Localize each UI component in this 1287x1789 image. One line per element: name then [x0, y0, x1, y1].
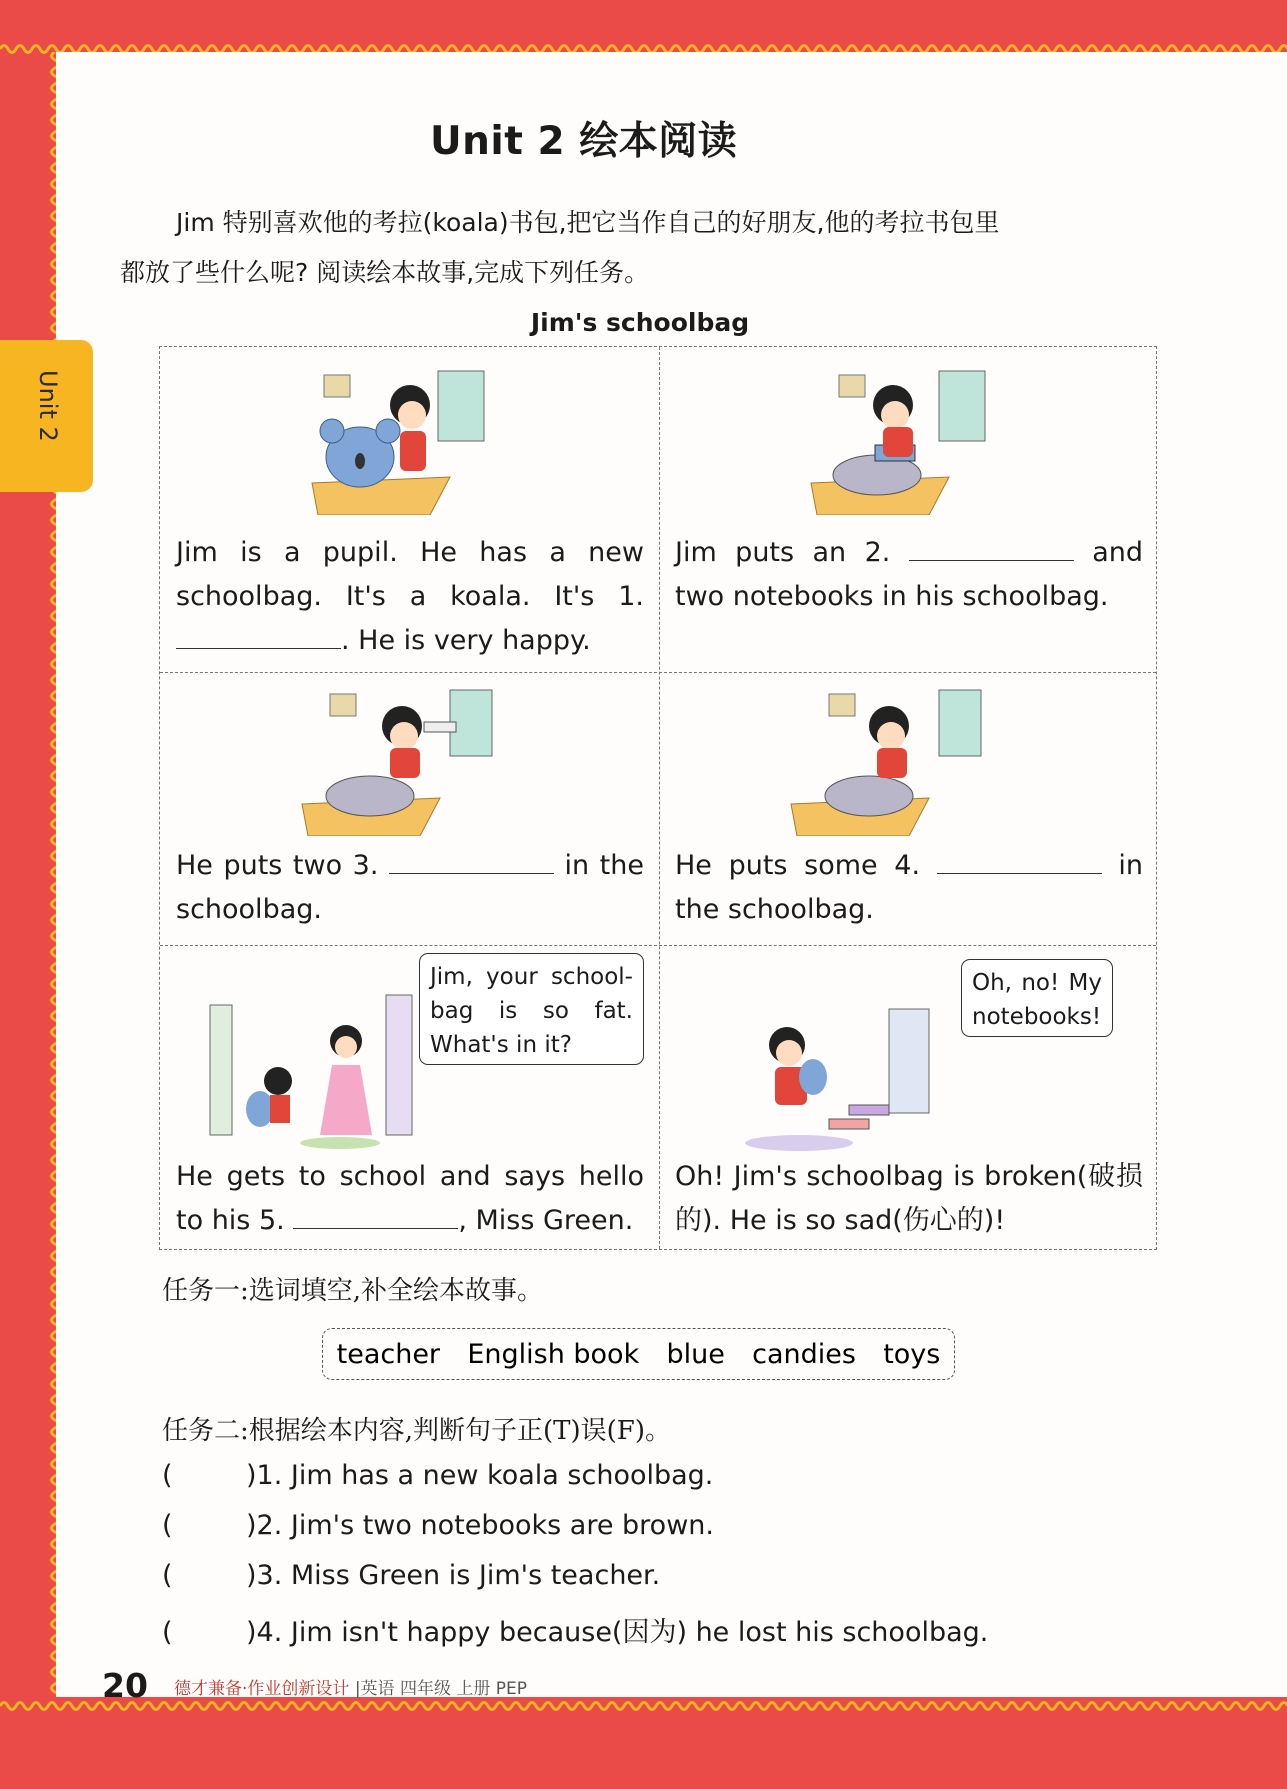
- judgment-item-4: ( )4. Jim isn't happy because(因为) he lost his schoolbag.: [162, 1617, 989, 1648]
- word-option[interactable]: English book: [467, 1338, 640, 1370]
- page-number: 20: [102, 1666, 148, 1705]
- panel-4-caption: He puts some 4. in the schoolbag.: [675, 844, 1143, 932]
- story-panel-4: [659, 672, 1158, 945]
- story-panel-6: [659, 945, 1158, 1251]
- answer-paren[interactable]: (: [162, 1510, 173, 1541]
- answer-blank-3[interactable]: [389, 847, 554, 874]
- word-bank: [322, 1328, 955, 1380]
- story-panel-3: [160, 672, 659, 945]
- intro-line-1: Jim 特别喜欢他的考拉(koala)书包,把它当作自己的好朋友,他的考拉书包里: [176, 208, 1000, 237]
- answer-paren[interactable]: (: [162, 1617, 173, 1648]
- panel-6-caption: Oh! Jim's schoolbag is broken(破损的). He is so sad(伤心的)!: [675, 1161, 1143, 1236]
- unit-side-tab: Unit 2: [0, 340, 93, 492]
- footer-info: 德才兼备·作业创新设计 |英语 四年级 上册 PEP: [174, 1679, 527, 1699]
- panel-5-caption: He gets to school and says hello to his 5. , Miss Green.: [176, 1161, 644, 1236]
- intro-line-2: 都放了些什么呢? 阅读绘本故事,完成下列任务。: [120, 258, 650, 287]
- answer-blank-1[interactable]: [176, 622, 341, 649]
- boy-packing-bag-illustration: [809, 365, 1009, 515]
- panel-1-caption: Jim is a pupil. He has a new schoolbag. It's a koala. It's 1. . He is very happy.: [176, 537, 644, 656]
- bottom-wave-border: [0, 1697, 1287, 1715]
- story-panel-5: [160, 945, 659, 1251]
- story-grid: [159, 346, 1157, 1250]
- broken-schoolbag-illustration: [739, 985, 959, 1155]
- story-panel-1: [160, 347, 659, 672]
- judgment-item-2: ( )2. Jim's two notebooks are brown.: [162, 1510, 714, 1541]
- answer-blank-5[interactable]: [293, 1202, 458, 1229]
- word-option[interactable]: candies: [752, 1338, 856, 1370]
- panel-2-caption: Jim puts an 2. and two notebooks in his schoolbag.: [675, 531, 1143, 619]
- judgment-item-3: ( )3. Miss Green is Jim's teacher.: [162, 1560, 661, 1591]
- teacher-speech-bubble: Jim, your school-bag is so fat. What's in it?: [419, 953, 644, 1065]
- boy-with-koala-bag-illustration: [310, 365, 510, 515]
- task-1-instruction: 任务一:选词填空,补全绘本故事。: [162, 1276, 544, 1306]
- page-title: Unit 2 绘本阅读: [430, 119, 738, 164]
- panel-3-caption: He puts two 3. in the schoolbag.: [176, 844, 644, 932]
- boy-meets-teacher-illustration: [200, 985, 430, 1155]
- word-option[interactable]: blue: [666, 1338, 725, 1370]
- word-option[interactable]: toys: [883, 1338, 941, 1370]
- judgment-item-1: ( )1. Jim has a new koala schoolbag.: [162, 1460, 714, 1491]
- story-panel-2: [659, 347, 1158, 672]
- boy-packing-bag-illustration: [789, 686, 999, 836]
- story-title: Jim's schoolbag: [530, 308, 750, 337]
- answer-paren[interactable]: (: [162, 1560, 173, 1591]
- word-option[interactable]: teacher: [336, 1338, 441, 1370]
- answer-paren[interactable]: (: [162, 1460, 173, 1491]
- answer-blank-4[interactable]: [937, 847, 1102, 874]
- boy-packing-bag-illustration: [300, 686, 510, 836]
- task-2-instruction: 任务二:根据绘本内容,判断句子正(T)误(F)。: [162, 1416, 671, 1446]
- jim-speech-bubble: Oh, no! My notebooks!: [961, 959, 1113, 1037]
- answer-blank-2[interactable]: [909, 534, 1074, 561]
